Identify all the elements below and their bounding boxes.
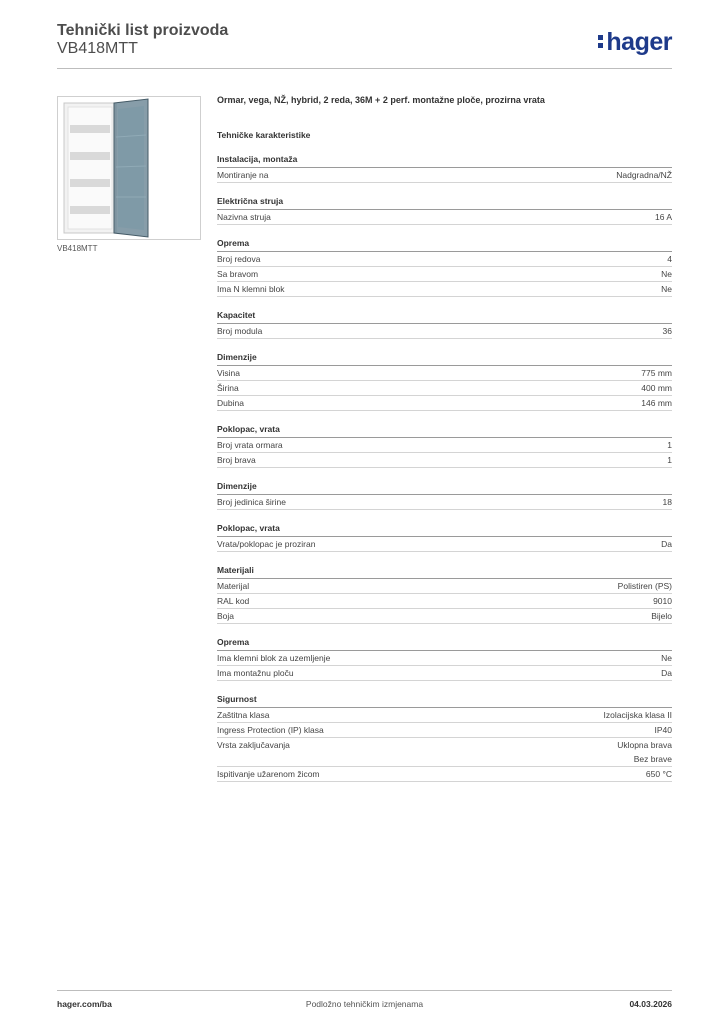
spec-label: Dubina bbox=[217, 398, 244, 408]
spec-label: Vrata/poklopac je proziran bbox=[217, 539, 316, 549]
logo-text: hager bbox=[606, 28, 672, 56]
product-image bbox=[57, 96, 201, 240]
characteristics-content bbox=[217, 93, 672, 782]
spec-value: Da bbox=[661, 668, 672, 678]
characteristics-sections bbox=[217, 153, 672, 782]
spec-label: Broj modula bbox=[217, 326, 263, 336]
spec-value: Ne bbox=[661, 653, 672, 663]
spec-section bbox=[217, 351, 672, 411]
spec-row bbox=[217, 651, 672, 666]
spec-value: 775 mm bbox=[641, 368, 672, 378]
spec-label: Ima montažnu ploču bbox=[217, 668, 294, 678]
section-heading: Kapacitet bbox=[217, 309, 672, 324]
spec-row bbox=[217, 366, 672, 381]
spec-section bbox=[217, 195, 672, 225]
spec-value: Ne bbox=[661, 269, 672, 279]
spec-section bbox=[217, 480, 672, 510]
spec-label: Materijal bbox=[217, 581, 250, 591]
spec-row bbox=[217, 438, 672, 453]
spec-row bbox=[217, 495, 672, 510]
spec-value: Uklopna brava Bez brave bbox=[617, 740, 672, 764]
section-heading: Sigurnost bbox=[217, 693, 672, 708]
spec-label: Ima klemni blok za uzemljenje bbox=[217, 653, 331, 663]
spec-row bbox=[217, 594, 672, 609]
spec-row bbox=[217, 666, 672, 681]
spec-label: Ingress Protection (IP) klasa bbox=[217, 725, 324, 735]
spec-value: 16 A bbox=[654, 212, 672, 222]
spec-row bbox=[217, 723, 672, 738]
page-header bbox=[57, 20, 672, 69]
spec-section bbox=[217, 522, 672, 552]
spec-row bbox=[217, 609, 672, 624]
spec-value: 18 bbox=[662, 497, 672, 507]
spec-label: Nazivna struja bbox=[217, 212, 271, 222]
spec-section bbox=[217, 564, 672, 624]
spec-value: 146 mm bbox=[641, 398, 672, 408]
spec-label: Broj brava bbox=[217, 455, 256, 465]
product-code: VB418MTT bbox=[57, 40, 138, 57]
spec-row bbox=[217, 708, 672, 723]
spec-row bbox=[217, 579, 672, 594]
spec-label: Ispitivanje užarenom žicom bbox=[217, 769, 320, 779]
section-heading: Oprema bbox=[217, 237, 672, 252]
logo-colon-icon bbox=[598, 33, 604, 51]
spec-row bbox=[217, 252, 672, 267]
spec-label: Vrsta zaključavanja bbox=[217, 740, 290, 750]
spec-row bbox=[217, 168, 672, 183]
spec-value: 4 bbox=[667, 254, 672, 264]
image-caption: VB418MTT bbox=[57, 244, 98, 253]
spec-section bbox=[217, 237, 672, 297]
spec-value: Nadgradna/NŽ bbox=[616, 170, 672, 180]
spec-row bbox=[217, 453, 672, 468]
spec-label: Broj vrata ormara bbox=[217, 440, 283, 450]
section-heading: Električna struja bbox=[217, 195, 672, 210]
spec-label: Širina bbox=[217, 383, 239, 393]
spec-label: Boja bbox=[217, 611, 235, 621]
spec-label: RAL kod bbox=[217, 596, 250, 606]
spec-value: Polistiren (PS) bbox=[617, 581, 672, 591]
spec-row bbox=[217, 537, 672, 552]
product-description: Ormar, vega, NŽ, hybrid, 2 reda, 36M + 2 perf. montažne ploče, prozirna vrata bbox=[217, 95, 545, 105]
spec-value: Da bbox=[661, 539, 672, 549]
spec-label: Montiranje na bbox=[217, 170, 269, 180]
spec-row bbox=[217, 738, 672, 767]
section-heading: Dimenzije bbox=[217, 351, 672, 366]
spec-label: Broj jedinica širine bbox=[217, 497, 286, 507]
hager-logo[interactable] bbox=[598, 28, 672, 57]
characteristics-title: Tehničke karakteristike bbox=[217, 130, 311, 140]
spec-value: 1 bbox=[667, 455, 672, 465]
spec-value: 1 bbox=[667, 440, 672, 450]
spec-section bbox=[217, 693, 672, 782]
footer-date: 04.03.2026 bbox=[629, 999, 672, 1009]
spec-section bbox=[217, 636, 672, 681]
spec-row bbox=[217, 396, 672, 411]
spec-value: 650 °C bbox=[645, 769, 672, 779]
spec-label: Sa bravom bbox=[217, 269, 259, 279]
section-heading: Poklopac, vrata bbox=[217, 423, 672, 438]
page-title: Tehnički list proizvoda bbox=[57, 22, 229, 39]
spec-value: Izolacijska klasa II bbox=[603, 710, 672, 720]
spec-row bbox=[217, 210, 672, 225]
spec-section bbox=[217, 423, 672, 468]
spec-label: Ima N klemni blok bbox=[217, 284, 285, 294]
spec-row bbox=[217, 324, 672, 339]
spec-label: Broj redova bbox=[217, 254, 261, 264]
spec-value: 9010 bbox=[653, 596, 672, 606]
page-footer bbox=[57, 990, 672, 1009]
section-heading: Dimenzije bbox=[217, 480, 672, 495]
spec-label: Zaštitna klasa bbox=[217, 710, 270, 720]
section-heading: Oprema bbox=[217, 636, 672, 651]
spec-section bbox=[217, 153, 672, 183]
footer-website-link[interactable]: hager.com/ba bbox=[57, 999, 112, 1009]
spec-value: 400 mm bbox=[641, 383, 672, 393]
spec-row bbox=[217, 282, 672, 297]
spec-value: 36 bbox=[662, 326, 672, 336]
section-heading: Poklopac, vrata bbox=[217, 522, 672, 537]
spec-label: Visina bbox=[217, 368, 240, 378]
spec-row bbox=[217, 267, 672, 282]
spec-value: Ne bbox=[661, 284, 672, 294]
section-heading: Instalacija, montaža bbox=[217, 153, 672, 168]
cabinet-illustration-icon bbox=[58, 97, 200, 239]
spec-row bbox=[217, 767, 672, 782]
spec-section bbox=[217, 309, 672, 339]
footer-disclaimer: Podložno tehničkim izmjenama bbox=[305, 999, 424, 1009]
section-heading: Materijali bbox=[217, 564, 672, 579]
spec-value: Bijelo bbox=[651, 611, 672, 621]
spec-row bbox=[217, 381, 672, 396]
spec-value: IP40 bbox=[654, 725, 672, 735]
